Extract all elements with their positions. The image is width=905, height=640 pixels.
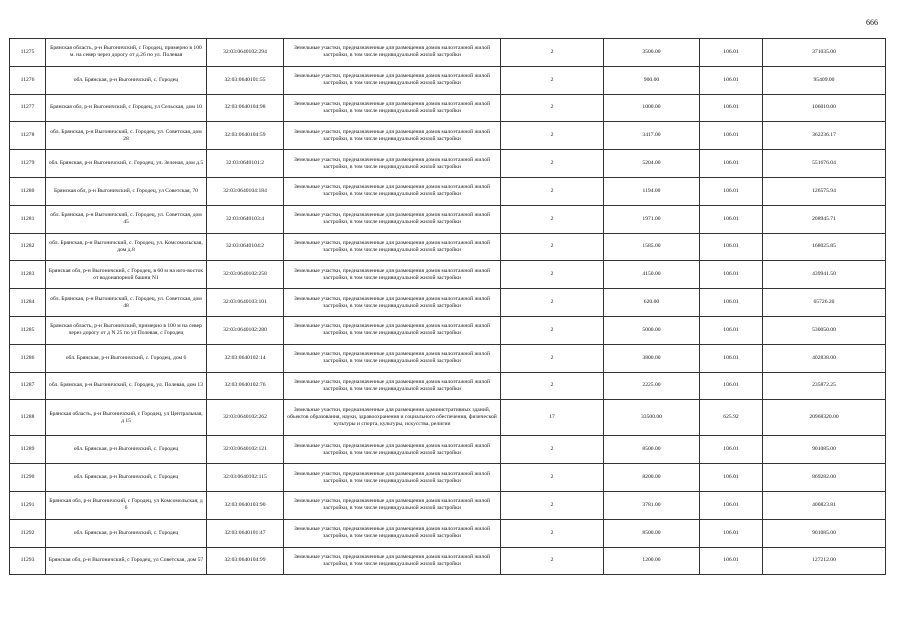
page-number: 666 [866,18,878,27]
area-cell: 3781.00 [604,491,700,519]
area-cell: 5000.00 [604,316,700,344]
group-cell: 2 [501,66,604,94]
permitted-use-cell: Земельные участки, предназначенные для размещения домов малоэтажной жилой застройки, в том числе индивидуальной жилой застройки [284,316,501,344]
permitted-use-cell: Земельные участки, предназначенные для размещения домов малоэтажной жилой застройки, в том числе индивидуальной жилой застройки [284,289,501,317]
address-cell: Брянская обл, р-н Выгоничский, с Городец, в 60 м на юго-восток от водонапорной башни N1 [46,261,207,289]
specific-value-cell: 106.01 [700,122,763,150]
specific-value-cell: 106.01 [700,464,763,492]
group-cell: 2 [501,547,604,575]
table-row [10,205,886,233]
permitted-use-cell: Земельные участки, предназначенные для размещения домов малоэтажной жилой застройки, в том числе индивидуальной жилой застройки [284,436,501,464]
area-cell: 1200.00 [604,547,700,575]
specific-value-cell: 106.01 [700,66,763,94]
area-cell: 3800.00 [604,344,700,372]
permitted-use-cell: Земельные участки, предназначенные для размещения домов малоэтажной жилой застройки, в том числе индивидуальной жилой застройки [284,122,501,150]
group-cell: 2 [501,233,604,261]
table-body [10,39,886,575]
specific-value-cell: 106.01 [700,547,763,575]
permitted-use-cell: Земельные участки, предназначенные для размещения домов малоэтажной жилой застройки, в том числе индивидуальной жилой застройки [284,150,501,178]
land-registry-table [9,38,886,575]
area-cell: 33500.00 [604,400,700,436]
table-row [10,400,886,436]
specific-value-cell: 106.01 [700,372,763,400]
cadastral-number-cell: 32:03:0640101:47 [207,519,284,547]
row-number: 11292 [10,519,46,547]
address-cell: Брянская обл, р-н Выгоничский, с Городец, ул Комсомольская, д 6 [46,491,207,519]
group-cell: 2 [501,316,604,344]
row-number: 11276 [10,66,46,94]
cadastral-number-cell: 32:03:0640102:115 [207,464,284,492]
area-cell: 4150.00 [604,261,700,289]
cadastral-number-cell: 32:03:0640102:258 [207,261,284,289]
table-row [10,177,886,205]
cadastral-number-cell: 32:03:0640101:2 [207,150,284,178]
area-cell: 8500.00 [604,436,700,464]
address-cell: обл. Брянская, р-н Выгоничский, с. Городец [46,464,207,492]
address-cell: обл. Брянская, р-н Выгоничский, с. Городец, ул. Советская, дом 45 [46,205,207,233]
group-cell: 2 [501,150,604,178]
group-cell: 17 [501,400,604,436]
cadastral-value-cell: 551676.04 [763,150,886,178]
cadastral-number-cell: 32:03:0640104:99 [207,547,284,575]
table-row [10,436,886,464]
cadastral-number-cell: 32:03:0640102:121 [207,436,284,464]
row-number: 11285 [10,316,46,344]
area-cell: 2225.00 [604,372,700,400]
table-row [10,39,886,67]
specific-value-cell: 106.01 [700,344,763,372]
address-cell: Брянская обл, р-н Выгоничский, с Городец, ул Сельская, дом 10 [46,94,207,122]
address-cell: обл. Брянская, р-н Выгоничский, с. Городец, ул. Полевая, дом 13 [46,372,207,400]
area-cell: 8200.00 [604,464,700,492]
cadastral-value-cell: 126575.94 [763,177,886,205]
cadastral-value-cell: 439941.50 [763,261,886,289]
cadastral-number-cell: 32:03:0640103:4 [207,205,284,233]
cadastral-value-cell: 168025.85 [763,233,886,261]
area-cell: 8500.00 [604,519,700,547]
cadastral-number-cell: 32:03:0640104:184 [207,177,284,205]
table-row [10,94,886,122]
permitted-use-cell: Земельные участки, предназначенные для размещения домов малоэтажной жилой застройки, в том числе индивидуальной жилой застройки [284,519,501,547]
cadastral-value-cell: 869282.00 [763,464,886,492]
specific-value-cell: 106.01 [700,316,763,344]
address-cell: Брянская область, р-н Выгоничский, с Городец, примерно в 100 м. на север через дорогу от д.26 по ул. Полевая [46,39,207,67]
group-cell: 2 [501,94,604,122]
row-number: 11280 [10,177,46,205]
table-row [10,150,886,178]
address-cell: Брянская область, р-н Выгоничский, примерно в 100 м на север через дорогу от д N 25 по ул Полевая, с Городец [46,316,207,344]
specific-value-cell: 625.92 [700,400,763,436]
cadastral-value-cell: 901085.00 [763,519,886,547]
cadastral-value-cell: 235872.25 [763,372,886,400]
cadastral-number-cell: 32:03:0640103:90 [207,491,284,519]
cadastral-number-cell: 32:03:0640102:262 [207,400,284,436]
address-cell: Брянская обл, р-н Выгоничский, с Городец, ул Советская, 70 [46,177,207,205]
group-cell: 2 [501,491,604,519]
row-number: 11279 [10,150,46,178]
specific-value-cell: 106.01 [700,94,763,122]
cadastral-number-cell: 32:03:0640104:2 [207,233,284,261]
specific-value-cell: 106.01 [700,39,763,67]
area-cell: 1194.00 [604,177,700,205]
cadastral-number-cell: 32:03:0640102:280 [207,316,284,344]
table-row [10,261,886,289]
permitted-use-cell: Земельные участки, предназначенные для размещения домов малоэтажной жилой застройки, в том числе индивидуальной жилой застройки [284,491,501,519]
group-cell: 2 [501,122,604,150]
address-cell: обл. Брянская, р-н Выгоничский, с. Городец [46,66,207,94]
cadastral-number-cell: 32:03:0640102:76 [207,372,284,400]
area-cell: 620.00 [604,289,700,317]
row-number: 11275 [10,39,46,67]
area-cell: 1971.00 [604,205,700,233]
table-row [10,289,886,317]
cadastral-value-cell: 127212.00 [763,547,886,575]
cadastral-number-cell: 32:03:0640101:55 [207,66,284,94]
row-number: 11289 [10,436,46,464]
specific-value-cell: 106.01 [700,205,763,233]
address-cell: обл. Брянская, р-н Выгоничский, с. Городец, дом 6 [46,344,207,372]
area-cell: 3417.00 [604,122,700,150]
row-number: 11290 [10,464,46,492]
area-cell: 1000.00 [604,94,700,122]
row-number: 11286 [10,344,46,372]
row-number: 11293 [10,547,46,575]
permitted-use-cell: Земельные участки, предназначенные для размещения домов малоэтажной жилой застройки, в том числе индивидуальной жилой застройки [284,233,501,261]
specific-value-cell: 106.01 [700,519,763,547]
cadastral-value-cell: 530050.00 [763,316,886,344]
address-cell: обл. Брянская, р-н Выгоничский, с. Городец, ул. Советская, дом 28 [46,122,207,150]
specific-value-cell: 106.01 [700,233,763,261]
area-cell: 1585.00 [604,233,700,261]
address-cell: Брянская область, р-н Выгоничский, с Городец, ул Центральная, д 15 [46,400,207,436]
table-row [10,519,886,547]
address-cell: обл. Брянская, р-н Выгоничский, с. Городец [46,436,207,464]
permitted-use-cell: Земельные участки, предназначенные для размещения домов малоэтажной жилой застройки, в том числе индивидуальной жилой застройки [284,205,501,233]
row-number: 11287 [10,372,46,400]
table-row [10,316,886,344]
table-row [10,372,886,400]
group-cell: 2 [501,289,604,317]
permitted-use-cell: Земельные участки, предназначенные для размещения домов малоэтажной жилой застройки, в том числе индивидуальной жилой застройки [284,547,501,575]
specific-value-cell: 106.01 [700,150,763,178]
table-row [10,66,886,94]
address-cell: обл. Брянская, р-н Выгоничский, с. Городец, ул. Зеленая, дом д.5 [46,150,207,178]
row-number: 11284 [10,289,46,317]
row-number: 11283 [10,261,46,289]
cadastral-value-cell: 901085.00 [763,436,886,464]
cadastral-value-cell: 362236.17 [763,122,886,150]
table-row [10,233,886,261]
group-cell: 2 [501,39,604,67]
cadastral-value-cell: 106010.00 [763,94,886,122]
row-number: 11288 [10,400,46,436]
cadastral-number-cell: 32:03:0640104:59 [207,122,284,150]
cadastral-value-cell: 400823.81 [763,491,886,519]
address-cell: обл. Брянская, р-н Выгоничский, с. Городец, ул. Советская, дом 48 [46,289,207,317]
specific-value-cell: 106.01 [700,491,763,519]
cadastral-value-cell: 20968320.00 [763,400,886,436]
address-cell: Брянская обл, р-н Выгоничский, с Городец, ул Советская, дом 57 [46,547,207,575]
table-row [10,464,886,492]
group-cell: 2 [501,344,604,372]
area-cell: 3500.00 [604,39,700,67]
group-cell: 2 [501,436,604,464]
permitted-use-cell: Земельные участки, предназначенные для размещения домов малоэтажной жилой застройки, в том числе индивидуальной жилой застройки [284,344,501,372]
cadastral-value-cell: 95409.00 [763,66,886,94]
cadastral-value-cell: 402838.00 [763,344,886,372]
address-cell: обл. Брянская, р-н Выгоничский, с. Городец [46,519,207,547]
group-cell: 2 [501,464,604,492]
row-number: 11277 [10,94,46,122]
group-cell: 2 [501,261,604,289]
table-row [10,344,886,372]
permitted-use-cell: Земельные участки, предназначенные для размещения административных зданий, объектов образования, науки, здравоохранения и социального обеспечения, физической культуры и спорта, культуры, искусства, религии [284,400,501,436]
specific-value-cell: 106.01 [700,177,763,205]
group-cell: 2 [501,519,604,547]
row-number: 11291 [10,491,46,519]
table-row [10,122,886,150]
permitted-use-cell: Земельные участки, предназначенные для размещения домов малоэтажной жилой застройки, в том числе индивидуальной жилой застройки [284,39,501,67]
address-cell: обл. Брянская, р-н Выгоничский, с. Городец, ул. Комсомольская, дом д.8 [46,233,207,261]
cadastral-value-cell: 65726.20 [763,289,886,317]
cadastral-number-cell: 32:03:0640104:98 [207,94,284,122]
specific-value-cell: 106.01 [700,261,763,289]
permitted-use-cell: Земельные участки, предназначенные для размещения домов малоэтажной жилой застройки, в том числе индивидуальной жилой застройки [284,177,501,205]
specific-value-cell: 106.01 [700,436,763,464]
row-number: 11278 [10,122,46,150]
cadastral-number-cell: 32:03:0640103:101 [207,289,284,317]
table-row [10,491,886,519]
specific-value-cell: 106.01 [700,289,763,317]
cadastral-value-cell: 371035.00 [763,39,886,67]
cadastral-value-cell: 208945.71 [763,205,886,233]
cadastral-number-cell: 32:03:0640102:294 [207,39,284,67]
permitted-use-cell: Земельные участки, предназначенные для размещения домов малоэтажной жилой застройки, в том числе индивидуальной жилой застройки [284,372,501,400]
area-cell: 900.00 [604,66,700,94]
permitted-use-cell: Земельные участки, предназначенные для размещения домов малоэтажной жилой застройки, в том числе индивидуальной жилой застройки [284,94,501,122]
permitted-use-cell: Земельные участки, предназначенные для размещения домов малоэтажной жилой застройки, в том числе индивидуальной жилой застройки [284,464,501,492]
group-cell: 2 [501,205,604,233]
area-cell: 5204.00 [604,150,700,178]
row-number: 11282 [10,233,46,261]
row-number: 11281 [10,205,46,233]
table-row [10,547,886,575]
cadastral-number-cell: 32:03:0640102:14 [207,344,284,372]
group-cell: 2 [501,177,604,205]
permitted-use-cell: Земельные участки, предназначенные для размещения домов малоэтажной жилой застройки, в том числе индивидуальной жилой застройки [284,66,501,94]
permitted-use-cell: Земельные участки, предназначенные для размещения домов малоэтажной жилой застройки, в том числе индивидуальной жилой застройки [284,261,501,289]
group-cell: 2 [501,372,604,400]
